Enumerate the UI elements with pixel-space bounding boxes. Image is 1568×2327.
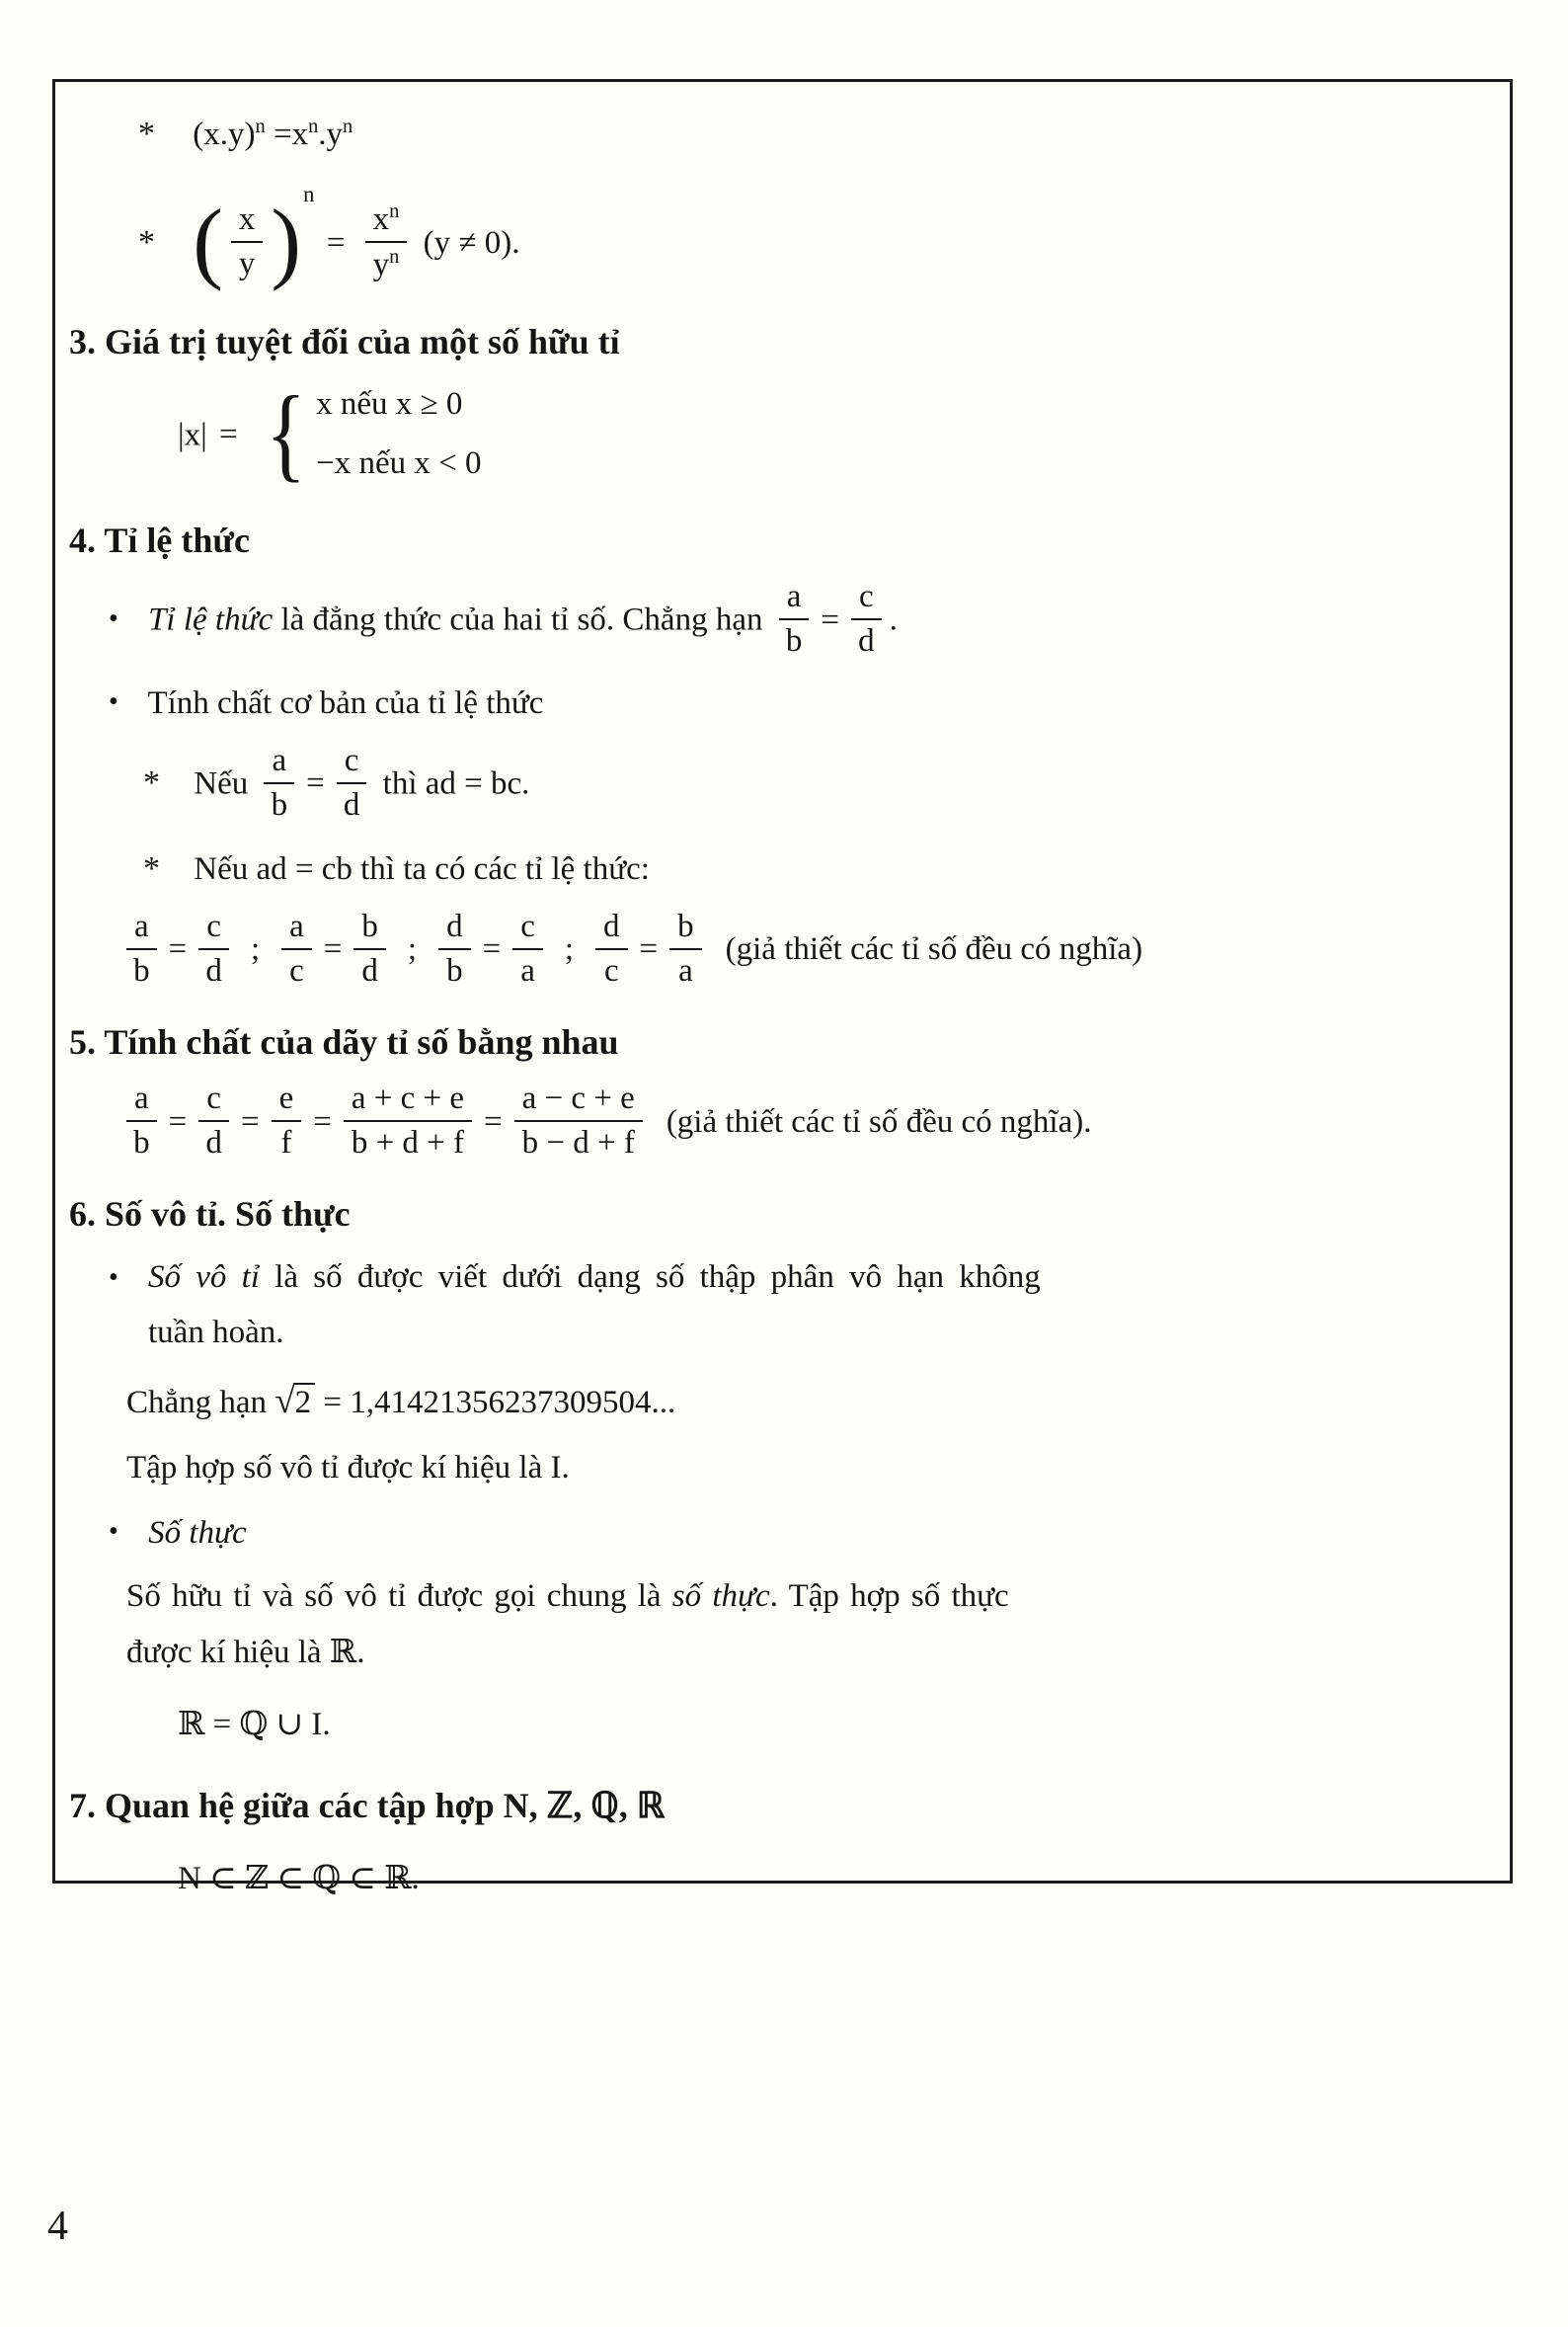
exponent-n: n [303,181,315,206]
proportion-if-rule: * Nếu $\frac{a}{b}$ = $\frac{c}{d}$ thì ad = bc. [143,742,530,823]
separator: ; [564,931,575,968]
right-paren: ) [271,191,302,292]
equals-sign: = [821,602,840,638]
asterisk-marker: * [143,849,160,887]
term-real: Số thực [148,1515,247,1551]
sqrt2-example: Chẳng hạn √2 = 1,41421356237309504... [126,1380,676,1421]
validity-note: (giả thiết các tỉ số đều có nghĩa). [666,1103,1092,1140]
equals-sign: = [168,931,188,968]
separator: ; [250,931,261,968]
real-number-term [109,1510,1476,1558]
equals-sign: = [273,117,292,152]
bullet-icon: • [109,1516,118,1547]
exponent-n: n [343,116,353,137]
piecewise-cases [316,381,481,488]
absolute-value-definition [178,372,1476,492]
fraction: $\frac{a}{b}$ [126,909,157,990]
domain-condition: (y ≠ 0). [423,224,520,261]
asterisk-marker: * [138,223,155,261]
fraction: $\frac{a - c + e}{b - d + f}$ [514,1081,643,1162]
fraction-xn-over-yn: $\frac{x^n}{y^n}$ [365,201,408,283]
equals-sign: = [240,1103,260,1140]
power-quotient-rule-line [138,177,1476,292]
asterisk-marker: * [138,116,155,152]
fraction: $\frac{a}{c}$ [281,909,312,990]
section-4-heading: 4. Tỉ lệ thức [69,520,250,560]
content-border-frame [52,79,1513,1896]
fraction: $\frac{e}{f}$ [272,1081,302,1162]
fraction-c-over-d: $\frac{c}{d}$ [851,579,882,660]
exponent-n: n [255,116,266,137]
fraction-a-over-b: $\frac{a}{b}$ [779,579,810,660]
equal-ratios-formula [118,1083,1476,1164]
irrational-set-notation: Tập hợp số vô tỉ được kí hiệu là I. [126,1450,570,1486]
cases-brace: { [265,372,307,492]
fraction-c-over-d: $\frac{c}{d}$ [337,743,367,824]
fraction: $\frac{c}{a}$ [512,909,543,990]
equals-sign: = [326,224,346,261]
bullet-icon: • [109,686,118,717]
proportion-converse-rule: * Nếu ad = cb thì ta có các tỉ lệ thức: [143,844,1476,894]
equals-sign: = [306,765,325,802]
section-7-heading: 7. Quan hệ giữa các tập hợp N, ℤ, ℚ, ℝ [69,1786,666,1826]
product-power-formula: $(x.y)^n =x^n.y^n$ [193,116,353,152]
proportion-chain [118,908,1476,993]
term-proportion: Tỉ lệ thức [148,602,274,638]
fraction: $\frac{c}{d}$ [198,1081,229,1162]
exponent-n: n [389,201,400,223]
section-3-heading: 3. Giá trị tuyệt đối của một số hữu tỉ [69,322,620,362]
term-real-inline: số thực [671,1577,770,1614]
exponent-n: n [389,246,400,269]
section-6-heading: 6. Số vô tỉ. Số thực [69,1194,351,1234]
exponent-n: n [308,116,319,137]
radical-icon: √ [274,1380,295,1421]
equals-sign: = [639,931,659,968]
proportion-definition: • Tỉ lệ thức là đẳng thức của hai tỉ số. Chẳng hạn $\frac{a}{b}$ = $\frac{c}{d}$ . [109,579,898,660]
fraction-x-over-y: $\frac{x}{y}$ [231,201,264,282]
irrational-number-definition: • Số vô tỉ là số được viết dưới dạng số thập phân vô hạn không tuần hoàn. [109,1254,1476,1357]
abs-lhs: |x| [178,417,207,453]
fraction-a-over-b: $\frac{a}{b}$ [264,743,294,824]
fraction: $\frac{b}{a}$ [669,909,702,990]
bullet-icon: • [109,1261,118,1293]
equals-sign: = [482,931,502,968]
page-number: 4 [47,2204,68,2249]
sqrt2-decimal-value: = 1,41421356237309504... [323,1385,676,1421]
left-paren: ( [193,191,223,292]
fraction: $\frac{b}{d}$ [353,909,386,990]
term-irrational: Số vô tỉ [148,1258,260,1295]
radicand: 2 [293,1383,316,1420]
real-number-definition: Số hữu tỉ và số vô tỉ được gọi chung là số thực. Tập hợp số thực được kí hiệu là ℝ. [126,1573,1476,1676]
real-union-formula: ℝ = ℚ ∪ I. [178,1706,331,1742]
set-inclusion-formula: N ⊂ ℤ ⊂ ℚ ⊂ ℝ. [178,1861,420,1896]
section-5-heading: 5. Tính chất của dãy tỉ số bằng nhau [69,1021,619,1062]
equals-sign: = [323,931,343,968]
bullet-icon: • [109,602,118,634]
equals-sign: = [484,1103,503,1140]
quotient-power-formula [193,181,520,292]
fraction: $\frac{c}{d}$ [198,909,229,990]
case-negative: −x nếu x < 0 [316,444,482,481]
power-product-rule-line [138,110,1476,159]
fraction: $\frac{a}{b}$ [126,1081,157,1162]
equals-sign: = [168,1103,188,1140]
proportion-property-intro: • Tính chất cơ bản của tỉ lệ thức [109,681,1476,728]
fraction: $\frac{a + c + e}{b + d + f}$ [344,1081,472,1162]
case-nonnegative: x nếu x ≥ 0 [316,385,463,422]
real-definition-continued: được kí hiệu là ℝ. [126,1634,365,1670]
fraction: $\frac{d}{c}$ [595,909,628,990]
separator: ; [407,931,418,968]
equals-sign: = [218,417,238,453]
validity-note: (giả thiết các tỉ số đều có nghĩa) [725,931,1143,968]
fraction: $\frac{d}{b}$ [438,909,471,990]
equals-sign: = [313,1103,332,1140]
asterisk-marker: * [143,764,160,802]
irrational-definition-continued: tuần hoàn. [148,1315,284,1351]
